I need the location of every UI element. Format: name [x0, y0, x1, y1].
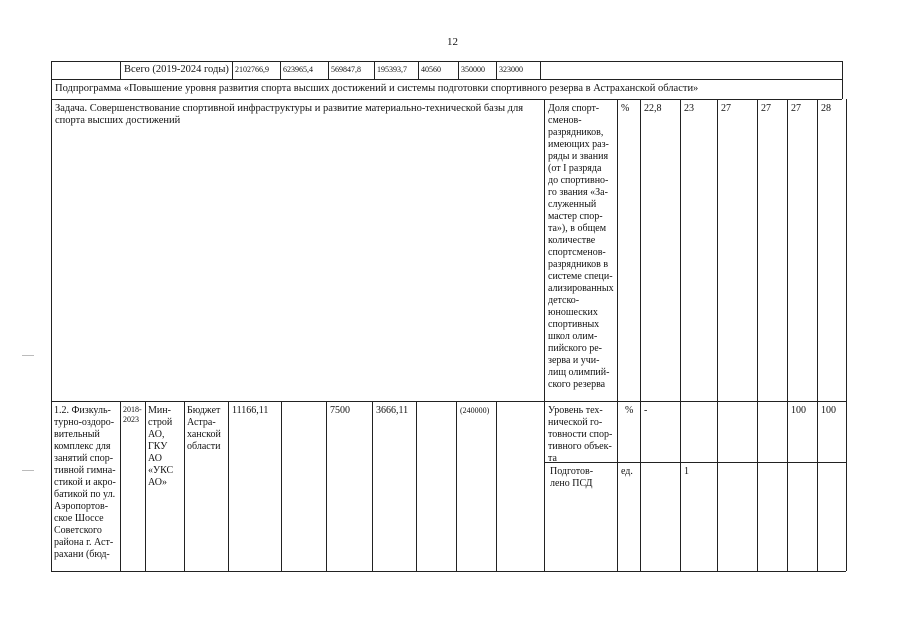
item-name: 1.2. Физкуль- турно-оздоро- вительный комплекс для занятий спор- тивной гимна- стикой и акро- батикой по ул. Аэропортов- ское Шоссе Советского района г. Аст- рахани (бюд-	[54, 405, 116, 560]
rule	[418, 61, 419, 79]
rule	[842, 61, 843, 79]
total-value: 350000	[461, 65, 485, 74]
rule	[51, 571, 846, 572]
rule	[496, 61, 497, 79]
item-executor: Мин- строй АО, ГКУ АО «УКС АО»	[148, 405, 174, 488]
item-total: 11166,11	[232, 405, 269, 416]
rule	[51, 79, 842, 80]
rule	[51, 79, 52, 571]
rule	[374, 61, 375, 79]
item-indicator-1: Уровень тех- нической го- товности спор- тивного объек- та	[548, 405, 613, 464]
item-value: (240000)	[460, 406, 490, 415]
rule	[757, 99, 758, 571]
rule	[496, 401, 497, 571]
rule	[232, 61, 233, 79]
task-value: 22,8	[644, 103, 662, 114]
total-value: 623965,4	[283, 65, 313, 74]
rule	[817, 99, 818, 571]
rule	[540, 61, 541, 79]
item-indicator-2-value: 1	[684, 466, 689, 477]
margin-mark	[22, 470, 34, 471]
rule	[328, 61, 329, 79]
item-source: Бюджет Астра- ханской области	[187, 405, 221, 452]
rule	[717, 99, 718, 571]
task-value: 28	[821, 103, 831, 114]
rule	[787, 99, 788, 571]
total-label: Всего (2019-2024 годы)	[124, 64, 229, 75]
rule	[51, 401, 846, 402]
item-unit-1: %	[625, 405, 634, 416]
rule	[456, 401, 457, 571]
total-value: 40560	[421, 65, 441, 74]
total-value: 569847,8	[331, 65, 361, 74]
rule	[281, 401, 282, 571]
item-indicator-2: Подготов- лено ПСД	[550, 466, 594, 489]
total-value: 323000	[499, 65, 523, 74]
rule	[120, 61, 121, 79]
rule	[326, 401, 327, 571]
item-value: 7500	[330, 405, 350, 416]
rule	[846, 99, 847, 571]
task-text: Задача. Совершенствование спортивной инфраструктуры и развитие материально-технической базы для спорта высших достижений	[55, 103, 524, 126]
task-indicator: Доля спорт- сменов- разрядников, имеющих раз- ряды и звания (от I разряда до спортивно- го звания «За- служенный мастер спор- та»), в общем количестве спортсменов- разрядников в системе специ- ализированных детско- юношеских спортивных школ олим- пийского ре- зерва и учи- лищ олимпий- ского резерва	[548, 103, 614, 390]
total-value: 2102766,9	[235, 65, 269, 74]
item-years: 2018- 2023	[123, 405, 142, 424]
rule	[458, 61, 459, 79]
rule	[617, 99, 618, 571]
task-unit: %	[621, 103, 630, 114]
subprogram-title: Подпрограмма «Повышение уровня развития спорта высших достижений и системы подготовки спортивного резерва в Астраханской области»	[55, 83, 699, 94]
page-number: 12	[447, 36, 458, 48]
task-value: 23	[684, 103, 694, 114]
item-indicator-1-value: 100	[821, 405, 836, 416]
rule	[145, 401, 146, 571]
rule	[51, 61, 52, 79]
rule	[51, 99, 842, 100]
item-indicator-1-value: 100	[791, 405, 806, 416]
task-value: 27	[721, 103, 731, 114]
rule	[842, 79, 843, 99]
rule	[51, 61, 842, 62]
margin-mark	[22, 355, 34, 356]
rule	[228, 401, 229, 571]
rule	[680, 99, 681, 571]
task-value: 27	[791, 103, 801, 114]
item-value: 3666,11	[376, 405, 409, 416]
rule	[184, 401, 185, 571]
item-unit-2: ед.	[621, 466, 633, 477]
total-value: 195393,7	[377, 65, 407, 74]
rule	[640, 99, 641, 571]
rule	[372, 401, 373, 571]
rule	[544, 99, 545, 571]
rule	[416, 401, 417, 571]
rule	[120, 401, 121, 571]
rule	[280, 61, 281, 79]
task-value: 27	[761, 103, 771, 114]
item-indicator-1-value: -	[644, 405, 648, 416]
